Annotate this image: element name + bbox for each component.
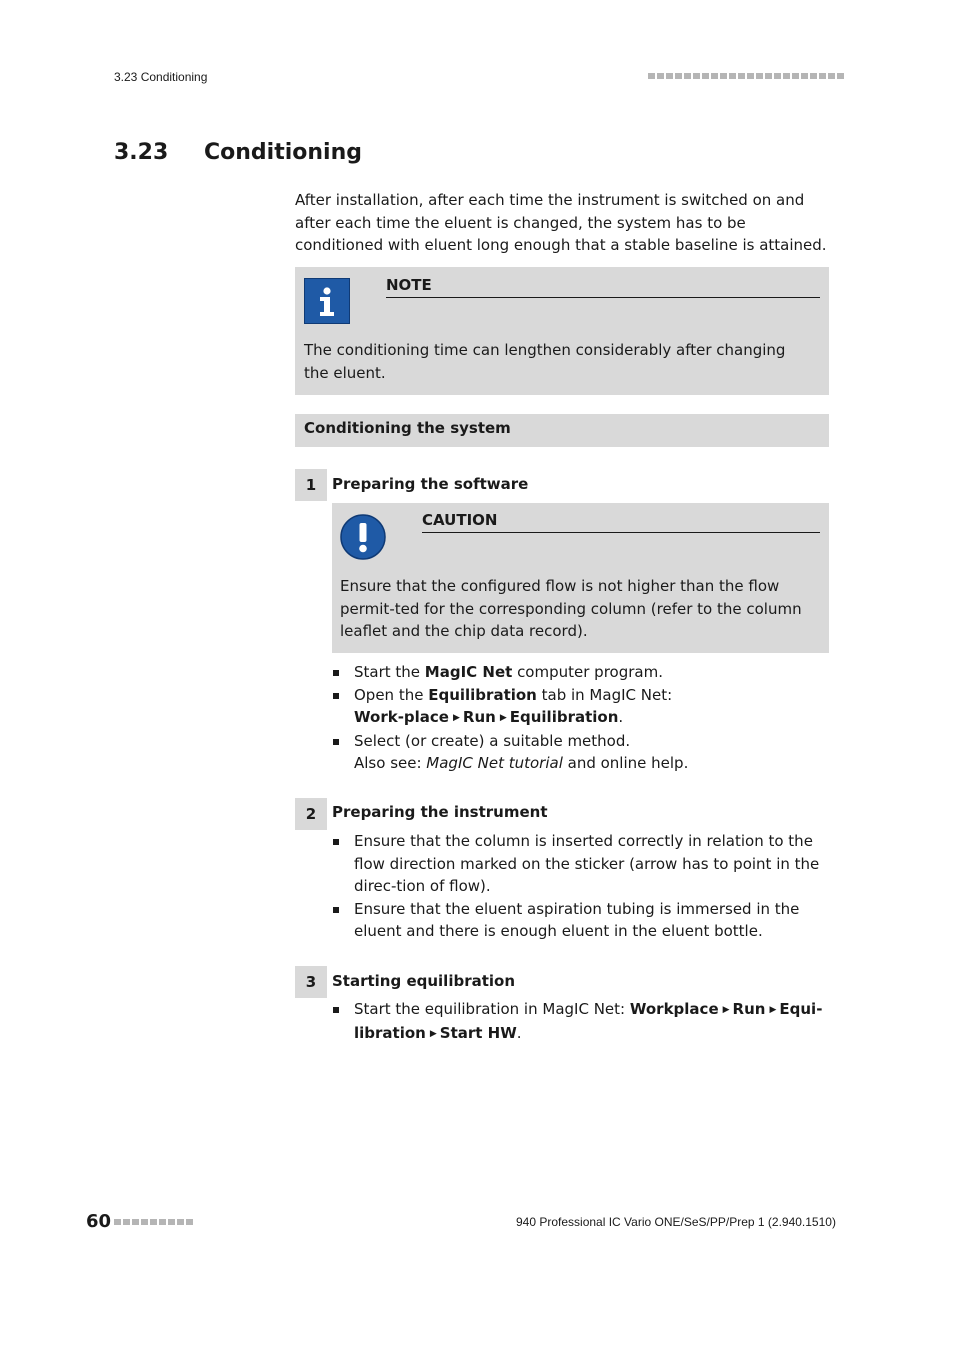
step-number-1: 1 — [295, 469, 327, 501]
list-item: Start the equilibration in MagIC Net: Workplace ▶ Run ▶ Equi-libration ▶ Start HW. — [332, 998, 829, 1045]
note-label: NOTE — [386, 276, 820, 298]
list-item: Start the MagIC Net computer program. — [332, 661, 829, 684]
section-number: 3.23 — [114, 140, 169, 165]
step-1-bullets — [332, 661, 829, 775]
step-number-3: 3 — [295, 966, 327, 998]
info-icon — [304, 278, 350, 324]
page-number: 60 — [86, 1211, 112, 1232]
running-header-title: 3.23 Conditioning — [114, 70, 208, 84]
step-title-1: Preparing the software — [332, 475, 529, 493]
exclamation-icon — [340, 514, 386, 560]
menu-arrow-icon: ▶ — [722, 1005, 730, 1015]
step-3-bullets — [332, 998, 829, 1045]
intro-paragraph: After installation, after each time the instrument is switched on and after each time the eluent is changed, the system has to be conditioned with eluent long enough that a stable baseline is attained. — [295, 191, 827, 254]
menu-arrow-icon: ▶ — [429, 1028, 437, 1039]
note-text: The conditioning time can lengthen considerably after changing the eluent. — [304, 341, 786, 382]
caution-text: Ensure that the configured flow is not higher than the flow permit-ted for the corresponding column (refer to the column leaflet and the chip data record). — [340, 577, 802, 640]
menu-arrow-icon: ▶ — [769, 1005, 777, 1015]
menu-arrow-icon: ▶ — [499, 713, 507, 723]
list-item: Select (or create) a suitable method. Also see: MagIC Net tutorial and online help. — [332, 730, 829, 775]
step-title-3: Starting equilibration — [332, 972, 516, 990]
subheading-title: Conditioning the system — [304, 419, 511, 437]
footer-document-title: 940 Professional IC Vario ONE/SeS/PP/Prep 1 (2.940.1510) — [516, 1215, 836, 1229]
step-number-2: 2 — [295, 798, 327, 830]
list-item: Open the Equilibration tab in MagIC Net: Work-place ▶ Run ▶ Equilibration. — [332, 684, 724, 730]
header-decoration-dots — [648, 73, 844, 79]
list-item: Ensure that the column is inserted correctly in relation to the flow direction marked on the sticker (arrow has to point in the direc-tion of flow). — [332, 830, 829, 898]
step-title-2: Preparing the instrument — [332, 803, 548, 821]
caution-label: CAUTION — [422, 511, 820, 533]
step-2-bullets — [332, 830, 829, 943]
footer-decoration-dots — [114, 1219, 193, 1225]
menu-arrow-icon: ▶ — [452, 713, 460, 723]
section-title: Conditioning — [204, 140, 362, 165]
list-item: Ensure that the eluent aspiration tubing is immersed in the eluent and there is enough eluent in the eluent bottle. — [332, 898, 829, 943]
section-heading — [114, 140, 362, 165]
